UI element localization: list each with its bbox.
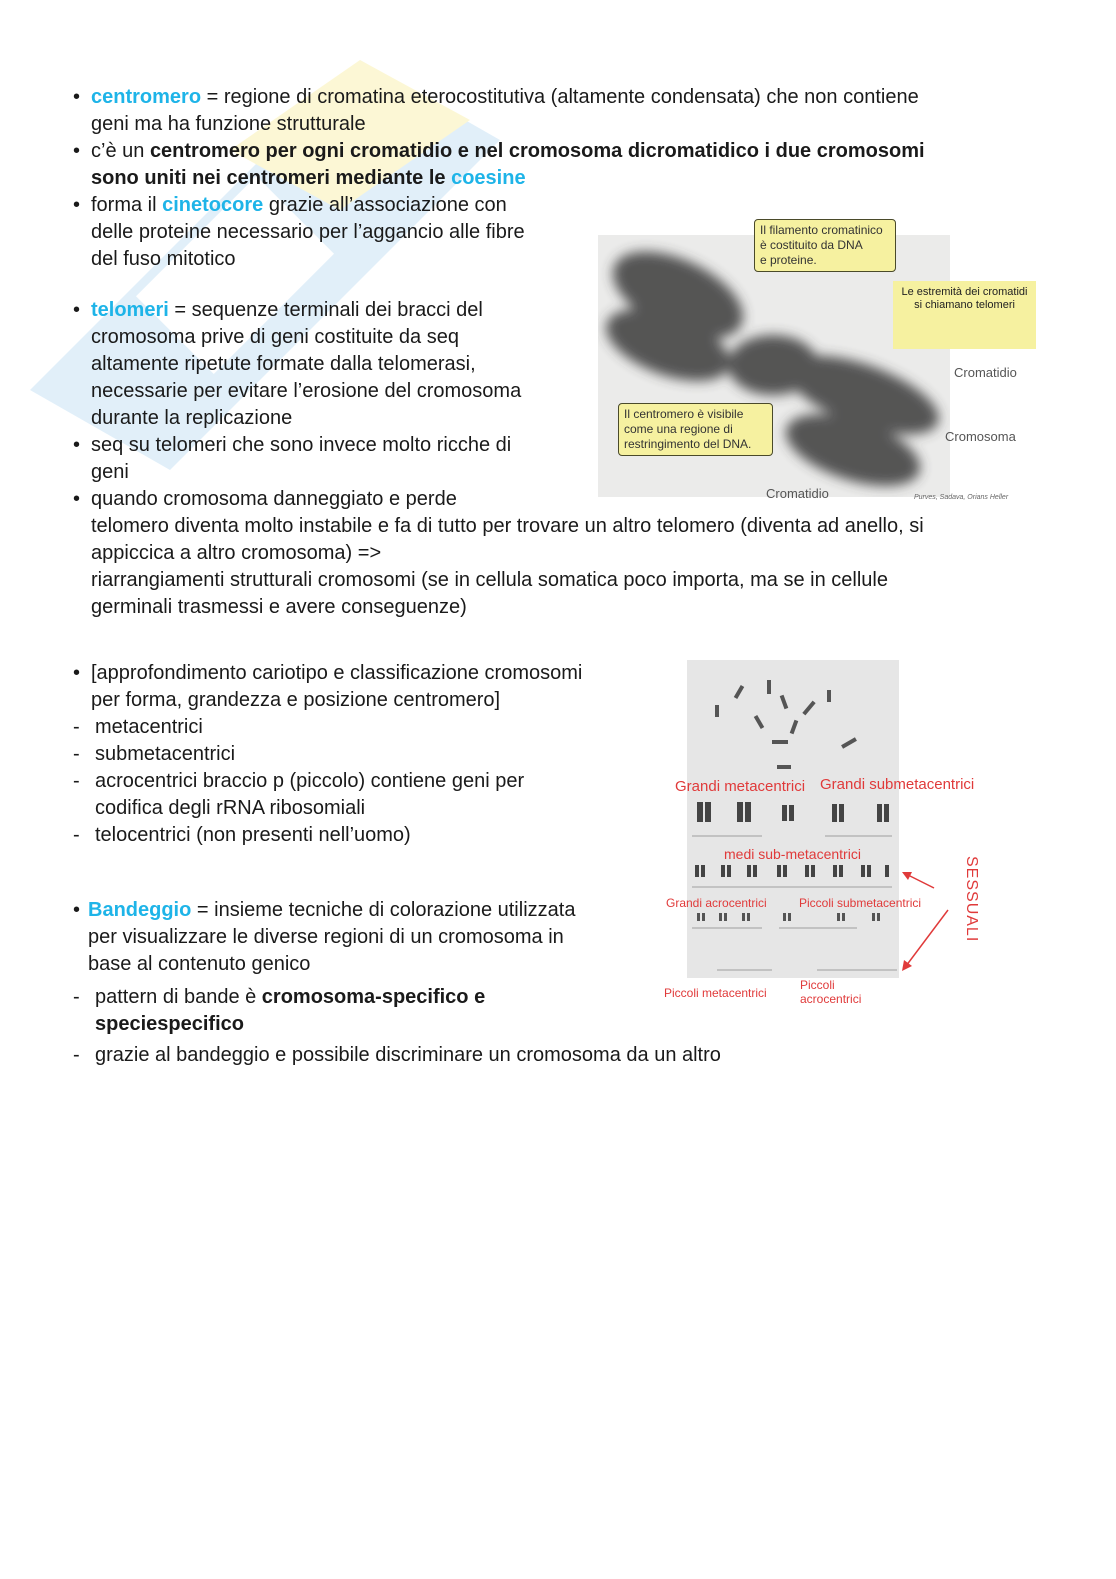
keyword-cinetocore: cinetocore (162, 194, 264, 216)
bandeggio-bullet: • Bandeggio = insieme tecniche di colorazione utilizzata per visualizzare le diverse regioni di un cromosoma in base al contenuto genico (73, 897, 813, 978)
keyword-telomeri: telomeri (91, 299, 169, 321)
label-cromatidio: Cromatidio (954, 365, 1017, 380)
label-sessuali: SESSUALI (963, 856, 980, 943)
sessuali-arrows-icon (892, 858, 962, 978)
dash-pattern-bande: - pattern di bande è cromosoma-specifico e speciespecifico (73, 984, 813, 1038)
label-grandi-metacentrici: Grandi metacentrici (675, 778, 806, 795)
telomeri-bullet: • telomeri = sequenze terminali dei bracci del cromosoma prive di geni costituite da seq altamente ripetute formate dalla telomerasi, necessarie per evitare l’erosione del cromosoma durante la replicazione (73, 297, 1033, 432)
callout-filamento: Il filamento cromatinico è costituito da DNA e proteine. (754, 219, 896, 272)
label-piccoli-submetacentrici: Piccoli submetacentrici (799, 896, 922, 910)
cariotipo-bullet: • [approfondimento cariotipo e classificazione cromosomi per forma, grandezza e posizione centromero] (73, 660, 653, 714)
dash-discriminare: - grazie al bandeggio e possibile discriminare un cromosoma da un altro (73, 1042, 813, 1069)
dash-telocentrici: - telocentrici (non presenti nell’uomo) (73, 822, 653, 849)
chromosome-figure (598, 215, 1030, 505)
label-cromatidio-bottom: Cromatidio (766, 486, 829, 501)
label-medi-submetacentrici: medi sub-metacentrici (724, 846, 861, 862)
dash-acrocentrici: - acrocentrici braccio p (piccolo) contiene geni per codifica degli rRNA ribosomiali (73, 768, 653, 822)
centromero-bullet: • centromero = regione di cromatina eterocostitutiva (altamente condensata) che non contiene geni ma ha funzione strutturale (73, 84, 1033, 138)
figure-credit: Purves, Sadava, Orians Heller (914, 494, 1009, 501)
chromosome-image-icon (598, 235, 950, 497)
label-cromosoma: Cromosoma (945, 429, 1016, 444)
dash-submetacentrici: - submetacentrici (73, 741, 653, 768)
keyword-coesine: coesine (451, 167, 526, 189)
keyword-bandeggio: Bandeggio (88, 899, 192, 921)
label-piccoli-acrocentrici: Piccoli acrocentrici (800, 978, 862, 1006)
karyotype-figure (662, 658, 1002, 1018)
coesine-bullet: • c’è un centromero per ogni cromatidio e nel cromosoma dicromatidico i due cromosomi sono uniti nei centromeri mediante le coesine (73, 138, 1033, 192)
telomeri-geni-bullet: • seq su telomeri che sono invece molto ricche di geni (73, 432, 1033, 486)
label-piccoli-metacentrici: Piccoli metacentrici (664, 986, 767, 1000)
karyotype-image-icon (687, 660, 899, 978)
callout-telomeri: Le estremità dei cromatidi si chiamano telomeri (893, 281, 1036, 349)
cromosoma-danneggiato-bullet: • quando cromosoma danneggiato e perde telomero diventa molto instabile e fa di tutto per trovare un altro telomero (diventa ad anello, si appiccica a altro cromosoma) => riarrangiamenti strutturali cromosomi (se in cellula somatica poco importa, ma se in cellule germinali trasmessi e avere conseguenze) (73, 486, 1033, 621)
label-grandi-acrocentrici: Grandi acrocentrici (666, 896, 767, 910)
karyotype-photo (687, 660, 899, 978)
label-grandi-submetacentrici: Grandi submetacentrici (820, 776, 975, 793)
dash-metacentrici: - metacentrici (73, 714, 653, 741)
cariotipo-section (73, 660, 653, 849)
keyword-centromero: centromero (91, 86, 202, 108)
cinetocore-bullet: • forma il cinetocore grazie all’associazione con delle proteine necessario per l’aggancio alle fibre del fuso mitotico (73, 192, 1033, 273)
callout-centromero: Il centromero è visibile come una regione di restringimento del DNA. (618, 403, 773, 456)
chromosome-photo (598, 235, 950, 497)
